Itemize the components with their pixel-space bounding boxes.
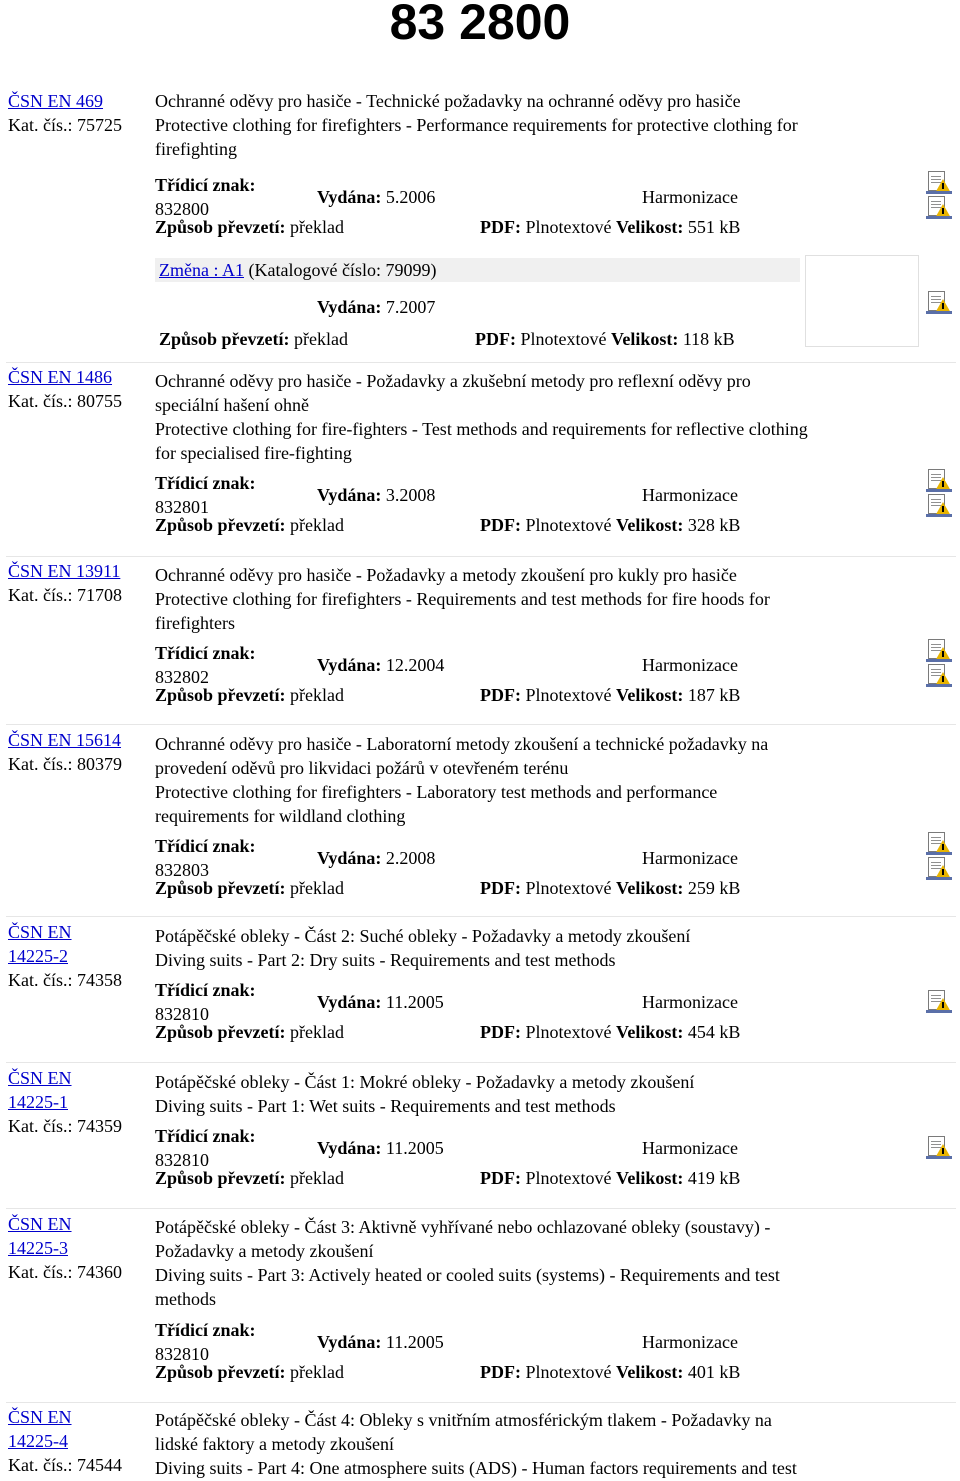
issue-date: Vydána: 11.2005	[317, 992, 444, 1012]
page-title: 83 2800	[389, 0, 571, 50]
issue-date: Vydána: 11.2005	[317, 1332, 444, 1352]
standard-id-column	[8, 1212, 148, 1284]
catalog-number: Kat. čís.: 71708	[8, 585, 122, 605]
title-cz: Potápěčské obleky - Část 4: Obleky s vnitřním atmosférickým tlakem - Požadavky na	[155, 1410, 772, 1430]
standard-title	[155, 369, 920, 465]
title-en: Protective clothing for fire-fighters - Test methods and requirements for reflective clothing	[155, 419, 808, 439]
classification-label: Třídicí znak:	[155, 836, 256, 856]
pdf-info: PDF: Plnotextové Velikost: 419 kB	[480, 1168, 741, 1188]
standard-id-column	[8, 365, 148, 413]
standard-title	[155, 924, 920, 972]
standard-title	[155, 732, 920, 828]
standard-link[interactable]: ČSN EN 14225-2	[8, 922, 72, 966]
standard-link[interactable]: ČSN EN 13911	[8, 561, 121, 581]
adoption-method: Způsob převzetí: překlad	[155, 878, 344, 898]
action-icons	[926, 990, 954, 1015]
standard-link[interactable]: ČSN EN 14225-4	[8, 1407, 72, 1451]
standard-id-column	[8, 559, 148, 607]
standard-title	[155, 1408, 920, 1480]
pdf-info: PDF: Plnotextové Velikost: 259 kB	[480, 878, 741, 898]
amendment-icons	[926, 291, 954, 316]
title-en: Diving suits - Part 3: Actively heated or cooled suits (systems) - Requirements and test	[155, 1265, 780, 1285]
classification-label: Třídicí znak:	[155, 175, 256, 195]
classification-code: 832810	[155, 1344, 209, 1364]
row-divider	[6, 916, 956, 917]
pdf-info: PDF: Plnotextové Velikost: 328 kB	[480, 515, 741, 535]
catalog-number: Kat. čís.: 80379	[8, 754, 122, 774]
action-icons	[926, 832, 954, 882]
catalog-number: Kat. čís.: 74358	[8, 970, 122, 990]
harmonization-flag: Harmonizace	[642, 187, 738, 207]
title-en: firefighting	[155, 139, 237, 159]
standard-title	[155, 89, 920, 161]
standard-metadata	[155, 834, 800, 902]
title-cz: Ochranné oděvy pro hasiče - Laboratorní metody zkoušení a technické požadavky na	[155, 734, 769, 754]
document-warning-icon[interactable]	[926, 291, 952, 314]
action-icons	[926, 639, 954, 689]
document-warning-icon[interactable]	[926, 639, 952, 662]
classification-code: 832803	[155, 860, 209, 880]
title-en: Diving suits - Part 1: Wet suits - Requirements and test methods	[155, 1096, 616, 1116]
issue-date: Vydána: 11.2005	[317, 1138, 444, 1158]
amendment-pdf-info: PDF: Plnotextové Velikost: 118 kB	[475, 329, 735, 349]
title-cz: speciální hašení ohně	[155, 395, 309, 415]
standard-link[interactable]: ČSN EN 469	[8, 91, 104, 111]
row-divider	[6, 1208, 956, 1209]
title-en: firefighters	[155, 613, 235, 633]
title-en: Diving suits - Part 4: One atmosphere suits (ADS) - Human factors requirements and test	[155, 1458, 797, 1478]
standard-title	[155, 563, 920, 635]
standard-title	[155, 1070, 920, 1118]
harmonization-flag: Harmonizace	[642, 848, 738, 868]
standard-id-column	[8, 1405, 148, 1477]
harmonization-flag: Harmonizace	[642, 485, 738, 505]
standard-metadata	[155, 641, 800, 709]
title-cz: Potápěčské obleky - Část 3: Aktivně vyhřívané nebo ochlazované obleky (soustavy) -	[155, 1217, 771, 1237]
adoption-method: Způsob převzetí: překlad	[155, 217, 344, 237]
title-cz: Ochranné oděvy pro hasiče - Požadavky a metody zkoušení pro kukly pro hasiče	[155, 565, 737, 585]
classification-code: 832801	[155, 497, 209, 517]
standard-link[interactable]: ČSN EN 15614	[8, 730, 122, 750]
document-warning-icon[interactable]	[926, 664, 952, 687]
adoption-method: Způsob převzetí: překlad	[155, 1022, 344, 1042]
title-en: Diving suits - Part 2: Dry suits - Requirements and test methods	[155, 950, 616, 970]
document-warning-icon[interactable]	[926, 196, 952, 219]
harmonization-flag: Harmonizace	[642, 992, 738, 1012]
standard-link[interactable]: ČSN EN 14225-1	[8, 1068, 72, 1112]
title-en: Protective clothing for firefighters - Laboratory test methods and performance	[155, 782, 718, 802]
standard-link[interactable]: ČSN EN 1486	[8, 367, 113, 387]
standard-metadata	[155, 173, 800, 241]
amendment-link[interactable]: Změna : A1	[159, 260, 244, 280]
pdf-info: PDF: Plnotextové Velikost: 187 kB	[480, 685, 741, 705]
document-warning-icon[interactable]	[926, 857, 952, 880]
classification-label: Třídicí znak:	[155, 980, 256, 1000]
harmonization-flag: Harmonizace	[642, 655, 738, 675]
standard-metadata	[155, 1124, 800, 1192]
standard-link[interactable]: ČSN EN 14225-3	[8, 1214, 72, 1258]
amendment-catalog: (Katalogové číslo: 79099)	[248, 260, 437, 280]
amendment-issue-date: Vydána: 7.2007	[317, 297, 436, 317]
classification-code: 832810	[155, 1150, 209, 1170]
document-warning-icon[interactable]	[926, 832, 952, 855]
adoption-method: Způsob převzetí: překlad	[155, 685, 344, 705]
row-divider	[6, 724, 956, 725]
title-en: for specialised fire-fighting	[155, 443, 352, 463]
classification-code: 832810	[155, 1004, 209, 1024]
classification-label: Třídicí znak:	[155, 1126, 256, 1146]
title-cz: Potápěčské obleky - Část 2: Suché obleky - Požadavky a metody zkoušení	[155, 926, 691, 946]
adoption-method: Způsob převzetí: překlad	[155, 1362, 344, 1382]
title-cz: Potápěčské obleky - Část 1: Mokré obleky - Požadavky a metody zkoušení	[155, 1072, 695, 1092]
standard-metadata	[155, 471, 800, 539]
action-icons	[926, 1136, 954, 1161]
issue-date: Vydána: 12.2004	[317, 655, 445, 675]
title-cz: provedení oděvů pro likvidaci požárů v otevřeném terénu	[155, 758, 569, 778]
standard-id-column	[8, 1066, 148, 1138]
document-warning-icon[interactable]	[926, 1136, 952, 1159]
standard-id-column	[8, 89, 148, 137]
pdf-info: PDF: Plnotextové Velikost: 551 kB	[480, 217, 741, 237]
row-divider	[6, 362, 956, 363]
issue-date: Vydána: 5.2006	[317, 187, 436, 207]
title-cz: Ochranné oděvy pro hasiče - Požadavky a zkušební metody pro reflexní oděvy pro	[155, 371, 751, 391]
document-warning-icon[interactable]	[926, 171, 952, 194]
title-cz: lidské faktory a metody zkoušení	[155, 1434, 394, 1454]
catalog-number: Kat. čís.: 80755	[8, 391, 122, 411]
catalog-number: Kat. čís.: 74359	[8, 1116, 122, 1136]
title-cz: Požadavky a metody zkoušení	[155, 1241, 374, 1261]
classification-label: Třídicí znak:	[155, 643, 256, 663]
empty-cell	[805, 255, 919, 347]
issue-date: Vydána: 2.2008	[317, 848, 436, 868]
standard-id-column	[8, 920, 148, 992]
adoption-method: Způsob převzetí: překlad	[155, 1168, 344, 1188]
amendment-row	[155, 258, 800, 282]
issue-date: Vydána: 3.2008	[317, 485, 436, 505]
action-icons	[926, 469, 954, 519]
row-divider	[6, 556, 956, 557]
catalog-number: Kat. čís.: 74360	[8, 1262, 122, 1282]
title-en: requirements for wildland clothing	[155, 806, 406, 826]
action-icons	[926, 171, 954, 221]
title-en: methods	[155, 1289, 216, 1309]
harmonization-flag: Harmonizace	[642, 1332, 738, 1352]
catalog-number: Kat. čís.: 75725	[8, 115, 122, 135]
document-warning-icon[interactable]	[926, 990, 952, 1013]
adoption-method: Způsob převzetí: překlad	[155, 515, 344, 535]
catalog-number: Kat. čís.: 74544	[8, 1455, 122, 1475]
title-cz: Ochranné oděvy pro hasiče - Technické požadavky na ochranné oděvy pro hasiče	[155, 91, 741, 111]
standard-metadata	[155, 1318, 800, 1386]
amendment-adoption: Způsob převzetí: překlad	[159, 329, 348, 349]
classification-code: 832800	[155, 199, 209, 219]
classification-label: Třídicí znak:	[155, 473, 256, 493]
row-divider	[6, 1402, 956, 1403]
title-en: Protective clothing for firefighters - Requirements and test methods for fire hoods for	[155, 589, 770, 609]
pdf-info: PDF: Plnotextové Velikost: 401 kB	[480, 1362, 741, 1382]
title-en: Protective clothing for firefighters - Performance requirements for protective clothing for	[155, 115, 798, 135]
classification-code: 832802	[155, 667, 209, 687]
amendment-metadata	[155, 285, 800, 353]
standard-id-column	[8, 728, 148, 776]
harmonization-flag: Harmonizace	[642, 1138, 738, 1158]
standard-title	[155, 1215, 920, 1311]
standard-metadata	[155, 978, 800, 1046]
classification-label: Třídicí znak:	[155, 1320, 256, 1340]
document-warning-icon[interactable]	[926, 469, 952, 492]
row-divider	[6, 1062, 956, 1063]
document-warning-icon[interactable]	[926, 494, 952, 517]
pdf-info: PDF: Plnotextové Velikost: 454 kB	[480, 1022, 741, 1042]
